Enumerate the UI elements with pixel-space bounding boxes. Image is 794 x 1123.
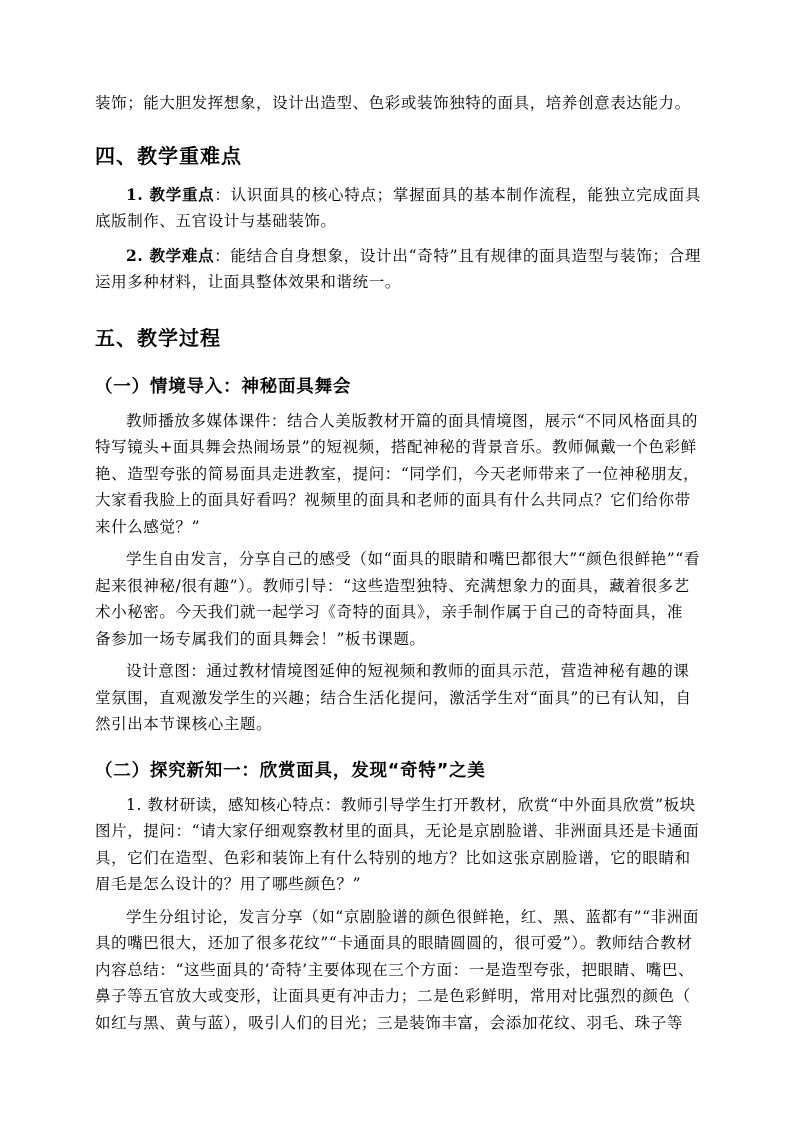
intro-paragraph: 装饰；能大胆发挥想象，设计出造型、色彩或装饰独特的面具，培养创意表达能力。 [95, 94, 691, 112]
difficult-points-paragraph [95, 243, 701, 296]
key-points-label: 1. 教学重点 [126, 184, 215, 204]
subsection-heading-1: （一）情境导入：神秘面具舞会 [95, 376, 352, 397]
key-points-paragraph [95, 182, 701, 235]
section-heading-4: 四、教学重难点 [95, 143, 242, 168]
document-page [95, 90, 701, 1036]
section-heading-5: 五、教学过程 [95, 325, 221, 350]
paragraph: 1. 教材研读，感知核心特点：教师引导学生打开教材，欣赏“中外面具欣赏”板块 图片，提问：“请大家仔细观察教材里的面具，无论是京剧脸谱、非洲面具还是卡通面 具，它们在造型、色彩和装饰上有什么特别的地方？比如这张京剧脸谱，它的眼睛和 眉毛是怎么设计的？用了哪些颜色？” [95, 795, 700, 893]
difficult-points-text: ：能结合自身想象，设计出“奇特”且有规律的面具造型与装饰；合理运用多种材料，让面具整体效果和谐统一。 [95, 246, 701, 291]
difficult-points-label: 2. 教学难点 [126, 245, 215, 265]
key-points-text: ：认识面具的核心特点；掌握面具的基本制作流程，能独立完成面具底版制作、五官设计与基础装饰。 [95, 185, 701, 230]
paragraph: 教师播放多媒体课件：结合人美版教材开篇的面具情境图，展示“不同风格面具的 特写镜头+面具舞会热闹场景”的短视频，搭配神秘的背景音乐。教师佩戴一个色彩鲜 艳、造型夸张的简易面具走进教室，提问：“同学们，今天老师带来了一位神秘朋友， 大家看我脸上的面具好看吗？视频里的面具和老师的面具有什么共同点？它们给你带 来什么感觉？” [95, 411, 700, 536]
paragraph: 学生分组讨论，发言分享（如“京剧脸谱的颜色很鲜艳，红、黑、蓝都有”“非洲面 具的嘴巴很大，还加了很多花纹”“卡通面具的眼睛圆圆的，很可爱”）。教师结合教材 内容总结：“这些面具的‘奇特’主要体现在三个方面：一是造型夸张，把眼睛、嘴巴、 鼻子等五官放大或变形，让面具更有冲击力；二是色彩鲜明，常用对比强烈的颜色（ 如红与黑、黄与蓝），吸引人们的目光；三是装饰丰富，会添加花纹、羽毛、珠子等 [95, 907, 699, 1032]
subsection-heading-2: （二）探究新知一：欣赏面具，发现“奇特”之美 [95, 760, 486, 781]
design-intent-paragraph: 设计意图：通过教材情境图延伸的短视频和教师的面具示范，营造神秘有趣的课 堂氛围，直观激发学生的兴趣；结合生活化提问，激活学生对“面具”的已有认知，自 然引出本节课核心主题。 [95, 662, 692, 733]
paragraph: 学生自由发言，分享自己的感受（如“面具的眼睛和嘴巴都很大”“颜色很鲜艳”“看 起来很神秘/很有趣”）。教师引导：“这些造型独特、充满想象力的面具，藏着很多艺 术小秘密。今天我们就一起学习《奇特的面具》，亲手制作属于自己的奇特面具，准 备参加一场专属我们的面具舞会！”板书课题。 [95, 550, 700, 648]
